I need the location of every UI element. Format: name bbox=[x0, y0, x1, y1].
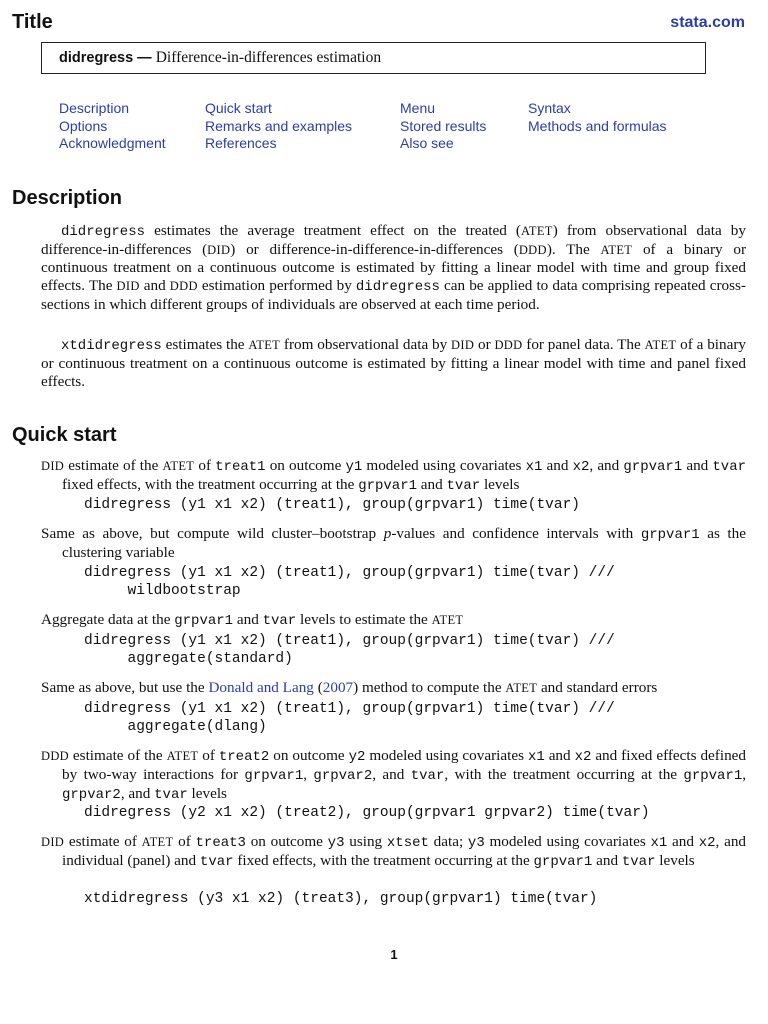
nav-link-description[interactable]: Description bbox=[59, 100, 130, 116]
nav-link-references[interactable]: References bbox=[205, 135, 277, 152]
nav-link-options[interactable]: Options bbox=[59, 117, 108, 134]
nav-link-acknowledgment[interactable]: Acknowledgment bbox=[59, 135, 166, 152]
section-title-label: Title bbox=[12, 11, 53, 33]
code-example-3: didregress (y1 x1 x2) (treat1), group(grpvar1) time(tvar) /// aggregate(standard) bbox=[84, 633, 615, 667]
reference-link-donald-lang[interactable]: Donald and Lang bbox=[208, 679, 314, 696]
entry-title-box bbox=[41, 42, 706, 74]
page-number: 1 bbox=[390, 947, 398, 962]
quick-start-item-4: Same as above, but use the Donald and Lang (2007) method to compute the ATET and standard errors bbox=[41, 679, 658, 696]
entry-dash: — bbox=[133, 50, 156, 66]
nav-link-stored-results[interactable]: Stored results bbox=[400, 117, 487, 134]
code-example-4: didregress (y1 x1 x2) (treat1), group(grpvar1) time(tvar) /// aggregate(dlang) bbox=[84, 701, 615, 735]
code-example-2: didregress (y1 x1 x2) (treat1), group(grpvar1) time(tvar) /// wildbootstrap bbox=[84, 565, 615, 599]
quick-start-item-6: DID estimate of ATET of treat3 on outcome y3 using xtset data; y3 modeled using covariates x1 and x2, and individual (panel) and tvar fixed effects, with the treatment occurring at the grpvar1 and tvar levels bbox=[41, 833, 747, 870]
entry-subtitle: Difference-in-differences estimation bbox=[155, 49, 382, 66]
nav-column-1 bbox=[59, 100, 166, 153]
quick-start-item-1: DID estimate of the ATET of treat1 on outcome y1 modeled using covariates x1 and x2, and grpvar1 and tvar fixed effects, with the treatment occurring at the grpvar1 and tvar levels bbox=[41, 457, 747, 494]
description-heading: Description bbox=[12, 187, 123, 209]
nav-link-methods[interactable]: Methods and formulas bbox=[528, 117, 667, 134]
nav-link-quick-start[interactable]: Quick start bbox=[205, 100, 272, 116]
nav-link-syntax[interactable]: Syntax bbox=[528, 100, 571, 116]
quick-start-item-2: Same as above, but compute wild cluster–bootstrap p-values and confidence intervals with grpvar1 as the clustering variable bbox=[41, 525, 746, 561]
quick-start-item-5: DDD estimate of the ATET of treat2 on outcome y2 modeled using covariates x1 and x2 and fixed effects defined by two-way interactions for grpvar1, grpvar2, and tvar, with the treatment occurring at the grpvar1, grpvar2, and tvar levels bbox=[41, 747, 747, 803]
code-example-5: didregress (y2 x1 x2) (treat2), group(grpvar1 grpvar2) time(tvar) bbox=[84, 805, 650, 821]
quick-start-heading: Quick start bbox=[12, 424, 117, 446]
entry-command: didregress bbox=[59, 50, 134, 66]
reference-link-year[interactable]: 2007 bbox=[322, 679, 354, 696]
quick-start-item-3: Aggregate data at the grpvar1 and tvar levels to estimate the ATET bbox=[41, 611, 464, 629]
nav-column-4 bbox=[528, 100, 667, 135]
description-paragraph-2: xtdidregress estimates the ATET from observational data by DID or DDD for panel data. The ATET of a binary or continuous treatment on a continuous outcome is estimated by fitting a linear model with time and panel fixed effects. bbox=[41, 336, 746, 390]
description-paragraph-1: didregress estimates the average treatment effect on the treated (ATET) from observational data by difference-in-differences (DID) or difference-in-difference-in-differences (DDD). The ATET of a binary or continuous treatment on a continuous outcome is estimated by fitting a linear model with time and group fixed effects. The DID and DDD estimation performed by didregress can be applied to data comprising repeated cross-sections in which different groups of individuals are observed at each time period. bbox=[41, 222, 747, 313]
code-example-1: didregress (y1 x1 x2) (treat1), group(grpvar1) time(tvar) bbox=[84, 497, 580, 513]
nav-column-3 bbox=[400, 100, 486, 153]
code-example-6: xtdidregress (y3 x1 x2) (treat3), group(grpvar1) time(tvar) bbox=[84, 891, 598, 907]
nav-link-remarks[interactable]: Remarks and examples bbox=[205, 117, 353, 134]
stata-site-link[interactable]: stata.com bbox=[670, 14, 745, 31]
nav-link-also-see[interactable]: Also see bbox=[400, 135, 454, 152]
nav-column-2 bbox=[205, 100, 352, 153]
nav-link-menu[interactable]: Menu bbox=[400, 100, 436, 116]
